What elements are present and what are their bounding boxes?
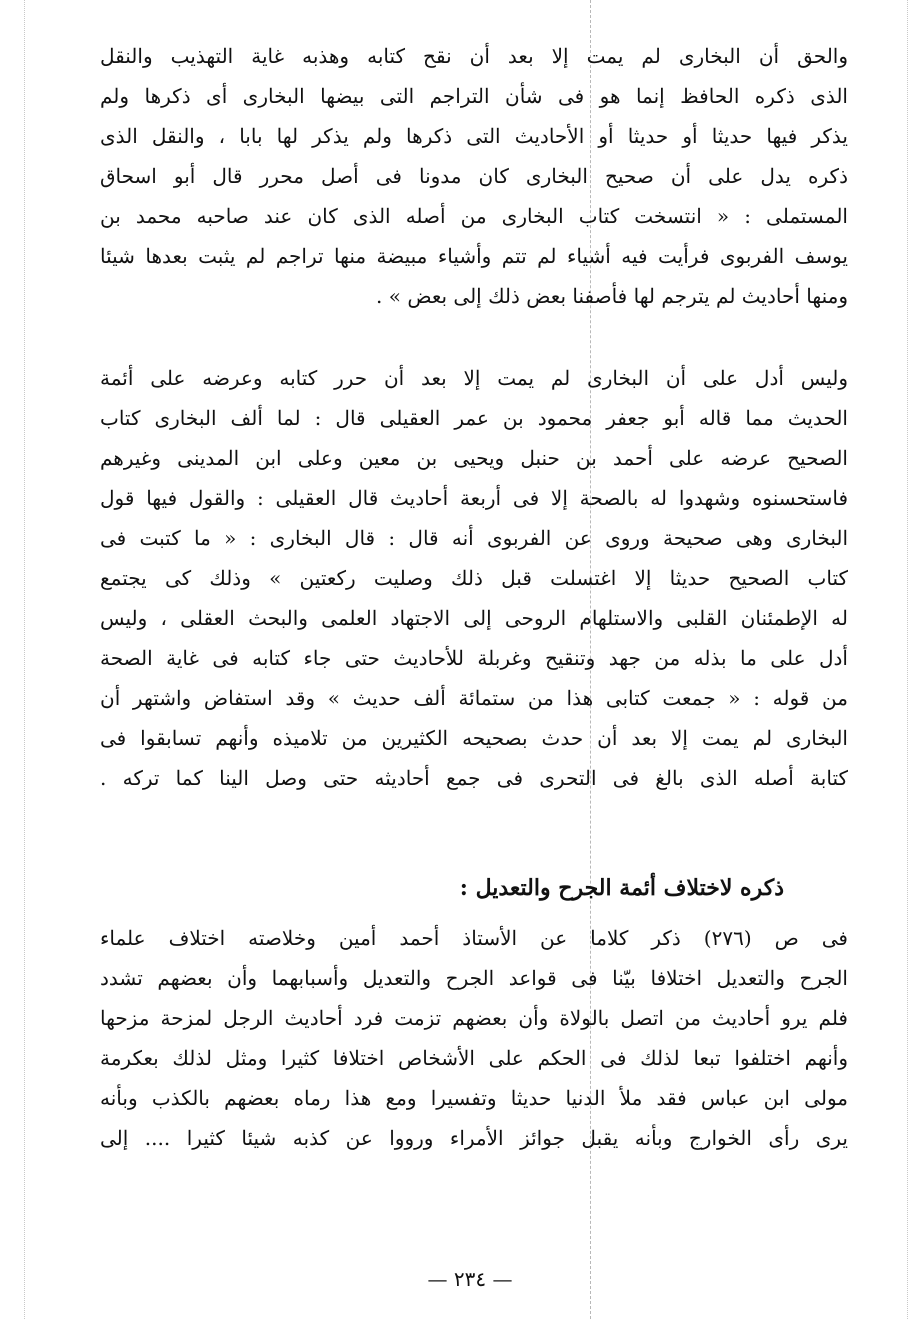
scan-edge-right	[907, 0, 908, 1319]
text-line: فاستحسنوه وشهدوا له بالصحة إلا فى أربعة أحاديث قال العقيلى : والقول فيها قول	[100, 486, 848, 510]
text-line: كتابة أصله الذى بالغ فى التحرى فى جمع أحاديثه حتى وصل الينا كما تركه .	[100, 766, 848, 790]
text-line: مولى ابن عباس فقد ملأ الدنيا حديثا وتفسيرا ومع هذا رماه بعضهم بالكذب وبأنه	[100, 1086, 848, 1110]
text-line: الحديث مما قاله أبو جعفر محمود بن عمر العقيلى قال : لما ألف البخارى كتاب	[100, 406, 848, 430]
text-line: يرى رأى الخوارج وبأنه يقبل جوائز الأمراء ورووا عن كذبه شيئا كثيرا .... إلى	[100, 1126, 848, 1150]
text-line: فى ص (٢٧٦) ذكر كلاما عن الأستاذ أحمد أمين وخلاصته اختلاف علماء	[100, 926, 848, 950]
text-line: كتاب الصحيح حديثا إلا اغتسلت قبل ذلك وصليت ركعتين » وذلك كى يجتمع	[100, 566, 848, 590]
text-line: وليس أدل على أن البخارى لم يمت إلا بعد أن حرر كتابه وعرضه على أئمة	[100, 366, 848, 390]
text-line: الصحيح عرضه على أحمد بن حنبل ويحيى بن معين وعلى ابن المدينى وغيرهم	[100, 446, 848, 470]
section-heading: ذكره لاختلاف أئمة الجرح والتعديل :	[459, 875, 784, 901]
text-line: ذكره يدل على أن صحيح البخارى كان مدونا فى أصل محرر قال أبو اسحاق	[100, 164, 848, 188]
scan-edge-left	[24, 0, 25, 1319]
text-line: أدل على ما بذله من جهد وتنقيح وغربلة للأحاديث حتى جاء كتابه فى غاية الصحة	[100, 646, 848, 670]
text-line: الجرح والتعديل اختلافا بيّنا فى قواعد الجرح والتعديل وأسبابهما وأن بعضهم تشدد	[100, 966, 848, 990]
text-line: يذكر فيها حديثا أو حديثا أو الأحاديث التى ذكرها ولم يذكر لها بابا ، والنقل الذى	[100, 124, 848, 148]
text-line: له الإطمئنان القلبى والاستلهام الروحى إلى الاجتهاد العلمى والبحث العقلى ، وليس	[100, 606, 848, 630]
text-line: البخارى وهى صحيحة وروى عن الفربوى أنه قال : قال البخارى : « ما كتبت فى	[100, 526, 848, 550]
text-line: من قوله : « جمعت كتابى هذا من ستمائة ألف حديث » وقد استفاض واشتهر أن	[100, 686, 848, 710]
text-line: فلم يرو أحاديث من اتصل بالولاة وأن بعضهم تزمت فرد أحاديث الرجل لمزحة مزحها	[100, 1006, 848, 1030]
text-line: ومنها أحاديث لم يترجم لها فأصفنا بعض ذلك إلى بعض » .	[376, 284, 848, 308]
text-line: يوسف الفربوى فرأيت فيه أشياء لم تتم وأشياء مبيضة منها تراجم لم يثبت بعدها شيئا	[100, 244, 848, 268]
page-number: — ٢٣٤ —	[427, 1267, 513, 1291]
paragraph-2	[100, 358, 848, 798]
text-line: وأنهم اختلفوا تبعا لذلك فى الحكم على الأشخاص اختلافا كثيرا ومثل لذلك بعكرمة	[100, 1046, 848, 1070]
text-line: البخارى لم يمت إلا بعد أن حدث بصحيحه الكثيرين من تلاميذه وأنهم تسابقوا فى	[100, 726, 848, 750]
paragraph-1	[100, 36, 848, 316]
text-line: المستملى : « انتسخت كتاب البخارى من أصله الذى كان عند صاحبه محمد بن	[100, 204, 848, 228]
text-line: والحق أن البخارى لم يمت إلا بعد أن نقح كتابه وهذبه غاية التهذيب والنقل	[100, 44, 848, 68]
text-line: الذى ذكره الحافظ إنما هو فى شأن التراجم التى بيضها البخارى أى ذكرها ولم	[100, 84, 848, 108]
paragraph-3	[100, 918, 848, 1158]
